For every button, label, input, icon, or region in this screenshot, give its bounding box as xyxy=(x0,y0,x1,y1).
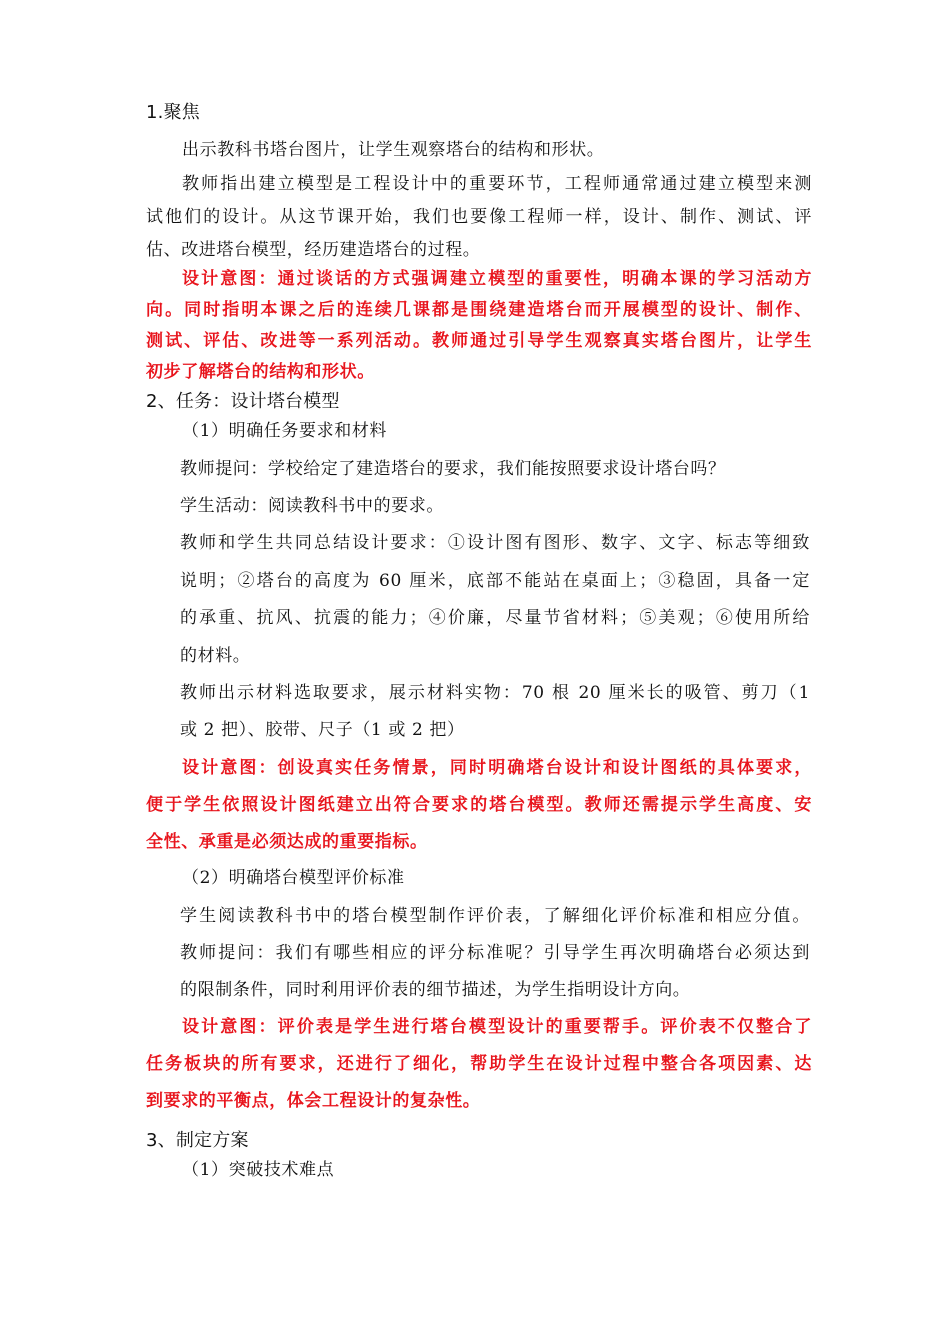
design-intent-line: 到要求的平衡点，体会工程设计的复杂性。 xyxy=(146,1091,481,1111)
design-intent-line: 测试、评估、改进等一系列活动。教师通过引导学生观察真实塔台图片，让学生 xyxy=(146,331,812,351)
student-activity: 学生活动：阅读教科书中的要求。 xyxy=(180,496,444,516)
materials-line: 教师出示材料选取要求，展示材料实物：70 根 20 厘米长的吸管、剪刀（1 xyxy=(180,683,810,703)
student-reading: 学生阅读教科书中的塔台模型制作评价表，了解细化评价标准和相应分值。 xyxy=(180,906,810,926)
section-1-paragraph-line: 试他们的设计。从这节课开始，我们也要像工程师一样，设计、制作、测试、评 xyxy=(146,207,812,227)
design-intent-line: 初步了解塔台的结构和形状。 xyxy=(146,362,375,382)
design-requirement-line: 说明；②塔台的高度为 60 厘米，底部不能站在桌面上；③稳固，具备一定 xyxy=(180,571,810,591)
design-intent-line: 向。同时指明本课之后的连续几课都是围绕建造塔台而开展模型的设计、制作、 xyxy=(146,300,812,320)
design-intent-line: 设计意图：创设真实任务情景，同时明确塔台设计和设计图纸的具体要求， xyxy=(182,758,812,778)
subsection-heading: （1）突破技术难点 xyxy=(182,1160,335,1180)
section-2-heading: 2、任务：设计塔台模型 xyxy=(146,391,340,412)
design-intent-line: 任务板块的所有要求，还进行了细化，帮助学生在设计过程中整合各项因素、达 xyxy=(146,1054,812,1074)
teacher-question-line: 的限制条件，同时利用评价表的细节描述，为学生指明设计方向。 xyxy=(180,980,691,1000)
design-intent-line: 便于学生依照设计图纸建立出符合要求的塔台模型。教师还需提示学生高度、安 xyxy=(146,795,812,815)
design-requirement-line: 的承重、抗风、抗震的能力；④价廉，尽量节省材料；⑤美观；⑥使用所给 xyxy=(180,608,810,628)
design-requirement-line: 的材料。 xyxy=(180,646,251,666)
teacher-question-line: 教师提问：我们有哪些相应的评分标准呢？引导学生再次明确塔台必须达到 xyxy=(180,943,810,963)
teacher-question: 教师提问：学校给定了建造塔台的要求，我们能按照要求设计塔台吗？ xyxy=(180,459,726,479)
subsection-heading: （2）明确塔台模型评价标准 xyxy=(182,868,405,888)
design-intent-line: 设计意图：评价表是学生进行塔台模型设计的重要帮手。评价表不仅整合了 xyxy=(182,1017,812,1037)
subsection-heading: （1）明确任务要求和材料 xyxy=(182,421,388,441)
section-3-heading: 3、制定方案 xyxy=(146,1130,249,1151)
section-1-paragraph-line: 教师指出建立模型是工程设计中的重要环节，工程师通常通过建立模型来测 xyxy=(182,174,812,194)
section-1-paragraph-line: 估、改进塔台模型，经历建造塔台的过程。 xyxy=(146,240,481,260)
design-intent-line: 全性、承重是必须达成的重要指标。 xyxy=(146,832,428,852)
materials-line: 或 2 把）、胶带、尺子（1 或 2 把） xyxy=(180,720,465,740)
section-1-paragraph: 出示教科书塔台图片，让学生观察塔台的结构和形状。 xyxy=(182,140,605,160)
design-requirement-line: 教师和学生共同总结设计要求：①设计图有图形、数字、文字、标志等细致 xyxy=(180,533,810,553)
design-intent-line: 设计意图：通过谈话的方式强调建立模型的重要性，明确本课的学习活动方 xyxy=(182,269,812,289)
section-1-heading: 1.聚焦 xyxy=(146,102,200,123)
